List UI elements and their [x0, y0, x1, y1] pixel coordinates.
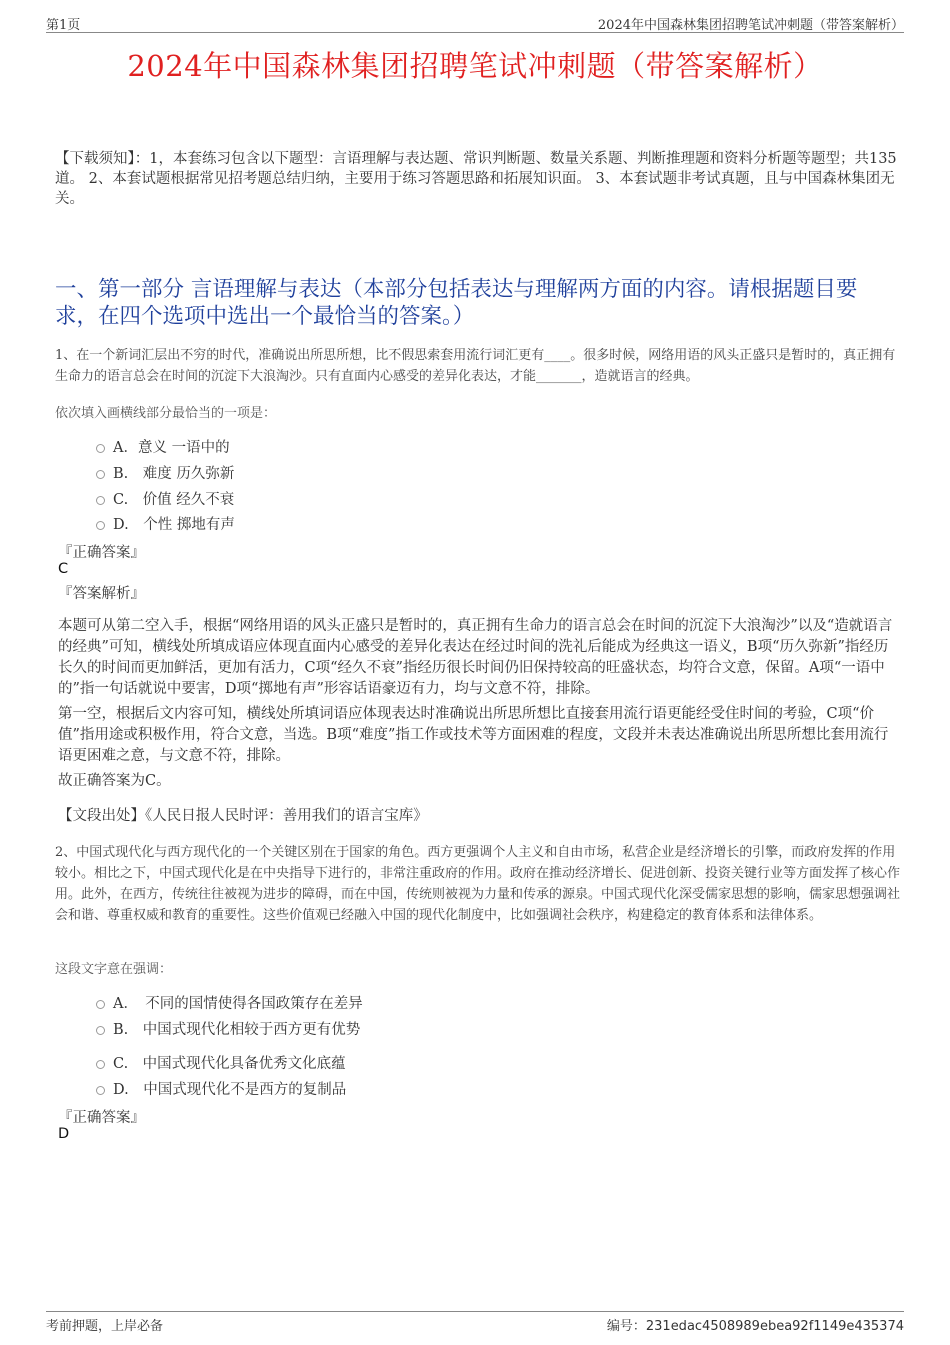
question-2-option-b[interactable] — [96, 1018, 360, 1039]
option-label: C. 价值 经久不衰 — [113, 492, 235, 508]
radio-icon[interactable] — [96, 1000, 105, 1009]
radio-icon[interactable] — [96, 496, 105, 505]
question-2-answer-label: 『正确答案』 — [58, 1110, 145, 1126]
footer-divider — [46, 1311, 904, 1312]
question-2-option-a[interactable] — [96, 992, 363, 1013]
option-label: D. 个性 掷地有声 — [113, 517, 235, 533]
question-1-option-d[interactable] — [96, 513, 235, 534]
footer-slogan: 考前押题，上岸必备 — [46, 1319, 164, 1334]
radio-icon[interactable] — [96, 444, 105, 453]
question-2-answer: D — [58, 1126, 70, 1142]
option-label: A． 不同的国情使得各国政策存在差异 — [113, 996, 363, 1012]
question-1-answer-label: 『正确答案』 — [58, 545, 145, 561]
question-1-option-b[interactable] — [96, 462, 234, 483]
question-1-analysis-p2: 第一空，根据后文内容可知，横线处所填词语应体现表达时准确说出所思所想比直接套用流行语更能经受住时间的考验，C项“价值”指用途或积极作用，符合文意，当选。B项“难度”指工作或技术等方面困难的程度，文段并未表达准确说出所思所想比套用流行语更困难之意，与文意不符，排除。 — [58, 706, 889, 764]
question-2-prompt: 这段文字意在强调： — [55, 962, 173, 977]
option-label: B. 中国式现代化相较于西方更有优势 — [113, 1022, 361, 1038]
question-2-option-c[interactable] — [96, 1052, 346, 1073]
radio-icon[interactable] — [96, 521, 105, 530]
question-2-stem: 2、中国式现代化与西方现代化的一个关键区别在于国家的角色。西方更强调个人主义和自由市场，私营企业是经济增长的引擎，而政府发挥的作用较小。相比之下，中国式现代化是在中央指导下进行的，非常注重政府的作用。政府在推动经济增长、促进创新、投资关键行业等方面发挥了核心作用。此外，在西方，传统往往被视为进步的障碍，而在中国，传统则被视为力量和传承的源泉。中国式现代化深受儒家思想的影响，儒家思想强调社会和谐、尊重权威和教育的重要性。这些价值观已经融入中国的现代化制度中，比如强调社会秩序，构建稳定的教育体系和法律体系。 — [55, 845, 901, 923]
document-title: 2024年中国森林集团招聘笔试冲刺题（带答案解析） — [127, 49, 823, 83]
radio-icon[interactable] — [96, 1060, 105, 1069]
option-label: C. 中国式现代化具备优秀文化底蕴 — [113, 1056, 346, 1072]
question-1-source: 【文段出处】《人民日报人民时评：善用我们的语言宝库》 — [58, 808, 428, 824]
page-number: 第1页 — [46, 18, 81, 33]
question-1-analysis-label: 『答案解析』 — [58, 586, 145, 602]
question-1-answer: C — [58, 561, 69, 577]
radio-icon[interactable] — [96, 470, 105, 479]
radio-icon[interactable] — [96, 1026, 105, 1035]
option-label: B. 难度 历久弥新 — [113, 466, 235, 482]
running-header-title: 2024年中国森林集团招聘笔试冲刺题（带答案解析） — [597, 18, 904, 33]
question-1-option-c[interactable] — [96, 488, 234, 509]
question-1-prompt: 依次填入画横线部分最恰当的一项是： — [55, 406, 277, 421]
question-1-analysis-p1: 本题可从第二空入手，根据“网络用语的风头正盛只是暂时的，真正拥有生命力的语言总会在时间的沉淀下大浪淘沙”以及“造就语言的经典”可知，横线处所填成语应体现直面内心感受的差异化表达在经过时间的洗礼后能成为经典这一语义，B项“历久弥新”指经历长久的时间而更加鲜活，更加有活力，C项“经久不衰”指经历很长时间仍旧保持较高的旺盛状态，均符合文意，保留。A项“一语中的”指一句话就说中要害，D项“掷地有声”形容话语豪迈有力，均与文意不符，排除。 — [58, 618, 893, 697]
header-divider — [46, 32, 904, 33]
question-1-conclusion: 故正确答案为C。 — [58, 773, 171, 789]
footer-document-id: 编号：231edac4508989ebea92f1149e435374 — [606, 1319, 904, 1334]
question-1-stem: 1、在一个新词汇层出不穷的时代，准确说出所思所想，比不假思索套用流行词汇更有____。很多时候，网络用语的风头正盛只是暂时的，真正拥有生命力的语言总会在时间的沉淀下大浪淘沙。只有直面内心感受的差异化表达，才能_______，造就语言的经典。 — [55, 348, 896, 384]
download-notice: 【下载须知】：1，本套练习包含以下题型：言语理解与表达题、常识判断题、数量关系题、判断推理题和资料分析题等题型；共135道。 2、本套试题根据常见招考题总结归纳，主要用于练习答题思路和拓展知识面。 3、本套试题非考试真题，且与中国森林集团无关。 — [55, 151, 897, 207]
section-heading: 一、第一部分 言语理解与表达（本部分包括表达与理解两方面的内容。请根据题目要求，在四个选项中选出一个最恰当的答案。） — [55, 277, 858, 329]
option-label: A．意义 一语中的 — [113, 440, 230, 456]
option-label: D. 中国式现代化不是西方的复制品 — [113, 1082, 347, 1098]
radio-icon[interactable] — [96, 1086, 105, 1095]
question-1-option-a[interactable] — [96, 436, 230, 457]
question-2-option-d[interactable] — [96, 1078, 346, 1099]
